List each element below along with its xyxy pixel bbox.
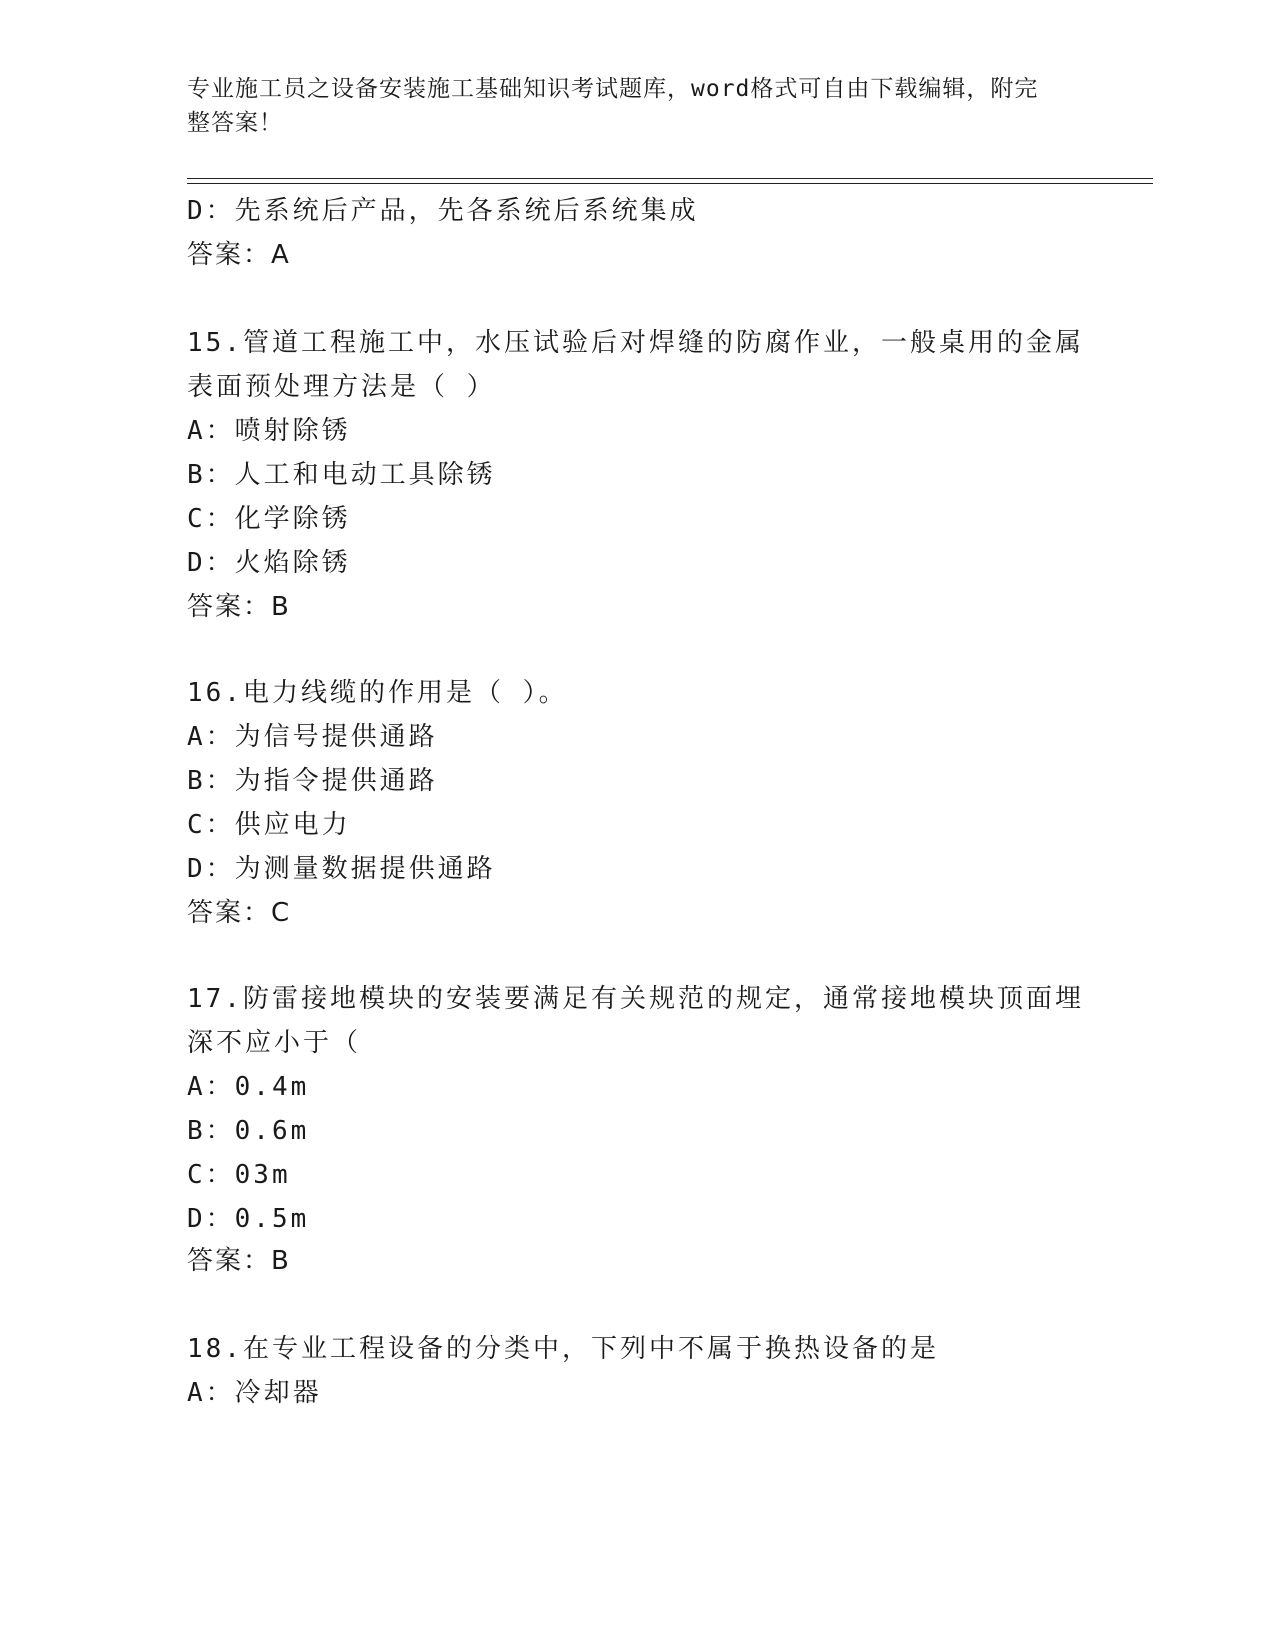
q16-option-b: B：为指令提供通路: [187, 766, 438, 796]
q16-option-d: D：为测量数据提供通路: [187, 854, 496, 884]
prev-option-d: D：先系统后产品，先各系统后系统集成: [187, 196, 699, 226]
q17-option-b: B：0.6m: [187, 1116, 310, 1146]
q15-text-line-1: 15.管道工程施工中，水压试验后对焊缝的防腐作业，一般桌用的金属: [187, 328, 1084, 358]
header-divider-bottom: [187, 183, 1153, 184]
q16-option-a: A：为信号提供通路: [187, 722, 438, 752]
q15-option-a: A：喷射除锈: [187, 416, 351, 446]
q15-option-b: B：人工和电动工具除锈: [187, 460, 496, 490]
q16-option-c: C：供应电力: [187, 810, 351, 840]
q17-option-d: D：0.5m: [187, 1204, 310, 1234]
q15-option-c: C：化学除锈: [187, 504, 351, 534]
q17-text-line-1: 17.防雷接地模块的安装要满足有关规范的规定，通常接地模块顶面埋: [187, 984, 1084, 1014]
q16-text-line-1: 16.电力线缆的作用是（ ）。: [187, 678, 568, 708]
q15-option-d: D：火焰除锈: [187, 548, 351, 578]
q16-answer: 答案：C: [187, 898, 292, 928]
header-line-2: 整答案！: [187, 110, 283, 136]
header-divider-top: [187, 178, 1153, 179]
q18-text-line-1: 18.在专业工程设备的分类中，下列中不属于换热设备的是: [187, 1334, 939, 1364]
q17-option-a: A：0.4m: [187, 1072, 310, 1102]
header-line-1: 专业施工员之设备安装施工基础知识考试题库，word格式可自由下载编辑，附完: [187, 76, 1039, 102]
prev-answer: 答案：A: [187, 240, 291, 270]
q15-answer: 答案：B: [187, 592, 291, 622]
q17-answer: 答案：B: [187, 1246, 291, 1276]
q18-option-a: A：冷却器: [187, 1378, 322, 1408]
document-header: [187, 72, 1087, 140]
q15-text-line-2: 表面预处理方法是（ ）: [187, 372, 496, 402]
q17-text-line-2: 深不应小于（: [187, 1028, 362, 1058]
q17-option-c: C：03m: [187, 1160, 291, 1190]
